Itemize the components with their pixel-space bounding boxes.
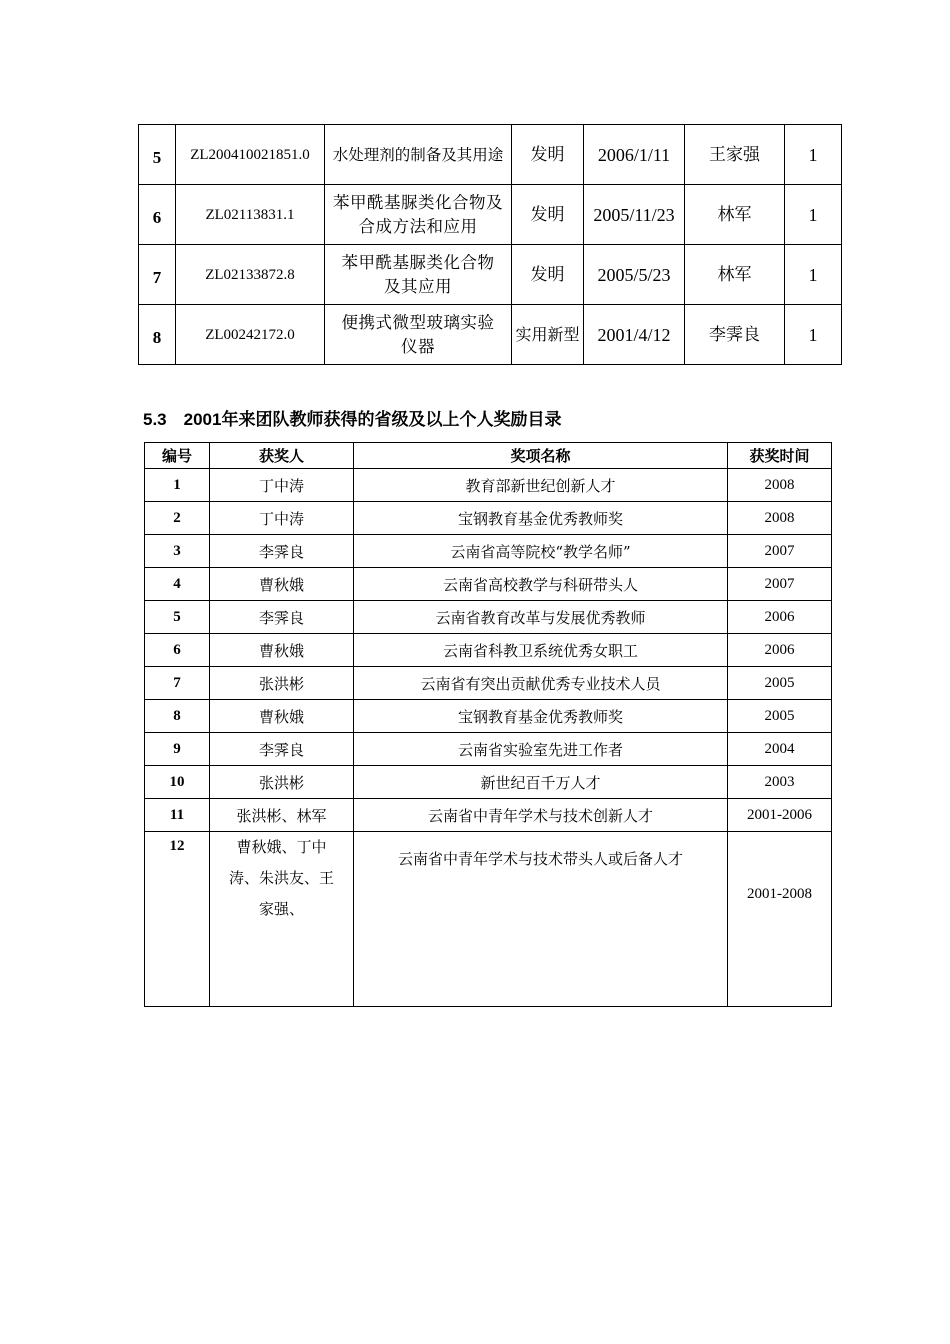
patent-inventor: 王家强 <box>685 125 785 185</box>
award-name: 宝钢教育基金优秀教师奖 <box>354 700 728 733</box>
award-row <box>145 667 832 700</box>
patent-index: 6 <box>139 185 176 245</box>
patent-row <box>139 245 842 305</box>
award-year: 2007 <box>728 535 832 568</box>
award-index: 11 <box>145 799 210 832</box>
patent-date: 2006/1/11 <box>584 125 685 185</box>
award-name: 云南省实验室先进工作者 <box>354 733 728 766</box>
patent-title: 苯甲酰基脲类化合物及其应用 <box>325 245 512 305</box>
award-year: 2006 <box>728 601 832 634</box>
award-row <box>145 469 832 502</box>
award-index: 7 <box>145 667 210 700</box>
patent-count: 1 <box>785 185 842 245</box>
award-row <box>145 568 832 601</box>
award-year: 2005 <box>728 667 832 700</box>
award-index: 4 <box>145 568 210 601</box>
award-year: 2001-2008 <box>728 832 832 1007</box>
patent-title: 苯甲酰基脲类化合物及合成方法和应用 <box>325 185 512 245</box>
award-person: 曹秋娥 <box>210 568 354 601</box>
patent-table <box>138 124 842 365</box>
award-row <box>145 766 832 799</box>
award-row <box>145 700 832 733</box>
award-person: 张洪彬、林军 <box>210 799 354 832</box>
patent-number: ZL02133872.8 <box>176 245 325 305</box>
patent-inventor: 林军 <box>685 185 785 245</box>
patent-date: 2005/11/23 <box>584 185 685 245</box>
award-person: 丁中涛 <box>210 502 354 535</box>
patent-index: 5 <box>139 125 176 185</box>
award-row <box>145 535 832 568</box>
award-year: 2008 <box>728 469 832 502</box>
patent-count: 1 <box>785 245 842 305</box>
award-index: 8 <box>145 700 210 733</box>
award-index: 3 <box>145 535 210 568</box>
award-index: 6 <box>145 634 210 667</box>
patent-number: ZL02113831.1 <box>176 185 325 245</box>
award-index: 1 <box>145 469 210 502</box>
patent-row <box>139 305 842 365</box>
award-person: 曹秋娥、丁中涛、朱洪友、王家强、 <box>210 832 354 1007</box>
patent-index: 8 <box>139 305 176 365</box>
award-name: 云南省教育改革与发展优秀教师 <box>354 601 728 634</box>
section-heading: 5.3 2001年来团队教师获得的省级及以上个人奖励目录 <box>143 410 562 429</box>
award-year: 2004 <box>728 733 832 766</box>
patent-row <box>139 185 842 245</box>
award-year: 2001-2006 <box>728 799 832 832</box>
award-year: 2006 <box>728 634 832 667</box>
award-row <box>145 832 832 1007</box>
award-year: 2008 <box>728 502 832 535</box>
award-row <box>145 733 832 766</box>
award-person: 李霁良 <box>210 733 354 766</box>
award-person: 李霁良 <box>210 535 354 568</box>
patent-type: 发明 <box>512 185 584 245</box>
award-row <box>145 601 832 634</box>
award-name: 云南省高校教学与科研带头人 <box>354 568 728 601</box>
patent-inventor: 林军 <box>685 245 785 305</box>
award-person: 张洪彬 <box>210 667 354 700</box>
award-index: 2 <box>145 502 210 535</box>
header-number: 编号 <box>145 443 210 469</box>
award-name: 云南省中青年学术与技术创新人才 <box>354 799 728 832</box>
award-name: 云南省有突出贡献优秀专业技术人员 <box>354 667 728 700</box>
patent-type: 实用新型 <box>512 305 584 365</box>
header-year: 获奖时间 <box>728 443 832 469</box>
award-name: 云南省中青年学术与技术带头人或后备人才 <box>354 832 728 1007</box>
award-index: 9 <box>145 733 210 766</box>
award-year: 2005 <box>728 700 832 733</box>
award-index: 12 <box>145 832 210 1007</box>
award-name: 云南省高等院校“教学名师” <box>354 535 728 568</box>
patent-inventor: 李霁良 <box>685 305 785 365</box>
patent-type: 发明 <box>512 125 584 185</box>
header-award: 奖项名称 <box>354 443 728 469</box>
patent-number: ZL00242172.0 <box>176 305 325 365</box>
award-name: 教育部新世纪创新人才 <box>354 469 728 502</box>
patent-number: ZL200410021851.0 <box>176 125 325 185</box>
award-person: 丁中涛 <box>210 469 354 502</box>
patent-type: 发明 <box>512 245 584 305</box>
award-row <box>145 502 832 535</box>
award-row <box>145 634 832 667</box>
award-table <box>144 442 832 1007</box>
award-header-row <box>145 443 832 469</box>
award-person: 李霁良 <box>210 601 354 634</box>
patent-date: 2005/5/23 <box>584 245 685 305</box>
patent-row <box>139 125 842 185</box>
header-person: 获奖人 <box>210 443 354 469</box>
award-person: 曹秋娥 <box>210 700 354 733</box>
award-name: 新世纪百千万人才 <box>354 766 728 799</box>
award-index: 10 <box>145 766 210 799</box>
award-person: 曹秋娥 <box>210 634 354 667</box>
award-row <box>145 799 832 832</box>
award-year: 2003 <box>728 766 832 799</box>
patent-index: 7 <box>139 245 176 305</box>
patent-title: 水处理剂的制备及其用途 <box>325 125 512 185</box>
award-name: 云南省科教卫系统优秀女职工 <box>354 634 728 667</box>
award-index: 5 <box>145 601 210 634</box>
award-person: 张洪彬 <box>210 766 354 799</box>
award-name: 宝钢教育基金优秀教师奖 <box>354 502 728 535</box>
patent-title: 便携式微型玻璃实验仪器 <box>325 305 512 365</box>
award-year: 2007 <box>728 568 832 601</box>
patent-count: 1 <box>785 305 842 365</box>
patent-date: 2001/4/12 <box>584 305 685 365</box>
patent-count: 1 <box>785 125 842 185</box>
